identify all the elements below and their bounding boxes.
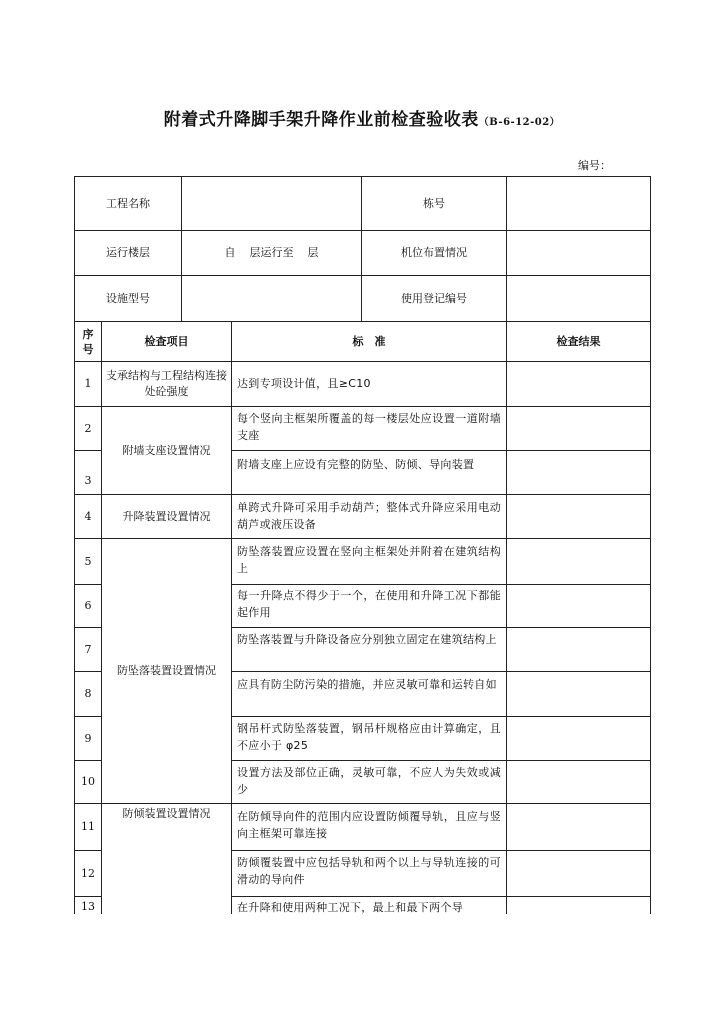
equipment-model-field[interactable] bbox=[182, 276, 361, 321]
standard-text: 单跨式升降可采用手动葫芦；整体式升降应采用电动葫芦或液压设备 bbox=[237, 501, 501, 531]
row-no: 4 bbox=[84, 509, 92, 523]
group-wall-support: 附墙支座设置情况 bbox=[122, 443, 211, 457]
result-cell[interactable] bbox=[507, 851, 650, 896]
floors-field[interactable] bbox=[182, 231, 361, 275]
row-no: 1 bbox=[84, 377, 92, 390]
standard-text: 在升降和使用两种工况下，最上和最下两个导 bbox=[237, 901, 463, 914]
header-item: 检查项目 bbox=[144, 334, 189, 348]
header-result: 检查结果 bbox=[556, 334, 601, 348]
standard-text: 防坠落装置应设置在竖向主框架处并附着在建筑结构上 bbox=[237, 545, 501, 575]
result-cell[interactable] bbox=[507, 672, 650, 716]
group-anti-tilt-device: 防倾装置设置情况 bbox=[122, 807, 211, 820]
result-cell[interactable] bbox=[507, 761, 650, 803]
floors-from: 自 bbox=[224, 246, 236, 259]
building-no-label: 栋号 bbox=[423, 196, 445, 210]
floors-end: 层 bbox=[307, 246, 319, 259]
row-no: 5 bbox=[84, 554, 92, 568]
row-no: 9 bbox=[84, 731, 92, 745]
group-support-strength: 支承结构与工程结构连接处砼强度 bbox=[106, 369, 227, 398]
registration-no-field[interactable] bbox=[507, 276, 650, 321]
result-cell[interactable] bbox=[507, 495, 650, 538]
result-cell[interactable] bbox=[507, 407, 650, 450]
equipment-model-label: 设施型号 bbox=[106, 291, 150, 305]
registration-no-label: 使用登记编号 bbox=[401, 291, 467, 305]
project-name-label: 工程名称 bbox=[106, 196, 150, 210]
row-no: 8 bbox=[84, 687, 92, 700]
header-standard: 标 准 bbox=[352, 334, 386, 348]
result-cell[interactable] bbox=[507, 717, 650, 760]
title-text: 附着式升降脚手架升降作业前检查验收表 bbox=[163, 110, 479, 130]
page-title bbox=[0, 105, 724, 130]
serial-number-label: 编号： bbox=[578, 159, 611, 172]
header-no: 序号 bbox=[82, 327, 94, 356]
row-no: 11 bbox=[81, 820, 95, 833]
project-name-field[interactable] bbox=[182, 177, 361, 230]
standard-text: 每个竖向主框架所覆盖的每一楼层处应设置一道附墙支座 bbox=[237, 412, 501, 442]
standard-text: 达到专项设计值，且≥C10 bbox=[237, 377, 371, 390]
row-no: 2 bbox=[84, 421, 92, 435]
group-lifting-device: 升降装置设置情况 bbox=[122, 509, 211, 523]
standard-text: 在防倾导向件的范围内应设置防倾覆导轨，且应与竖向主框架可靠连接 bbox=[237, 810, 501, 840]
table-border-right bbox=[650, 176, 651, 914]
result-cell[interactable] bbox=[507, 628, 650, 671]
group-anti-fall-device: 防坠落装置设置情况 bbox=[117, 664, 216, 677]
standard-text: 防坠落装置与升降设备应分别独立固定在建筑结构上 bbox=[237, 633, 497, 646]
building-no-field[interactable] bbox=[507, 177, 650, 230]
result-cell[interactable] bbox=[507, 897, 650, 914]
row-no: 3 bbox=[84, 473, 92, 487]
col-divider bbox=[101, 321, 102, 914]
row-no: 13 bbox=[81, 900, 95, 913]
standard-text: 设置方法及部位正确，灵敏可靠，不应人为失效或减少 bbox=[237, 766, 501, 796]
result-cell[interactable] bbox=[507, 804, 650, 850]
standard-text: 附墙支座上应设有完整的防坠、防倾、导向装置 bbox=[237, 458, 475, 471]
machine-layout-label: 机位布置情况 bbox=[401, 246, 467, 259]
row-no: 7 bbox=[84, 642, 92, 656]
result-cell[interactable] bbox=[507, 585, 650, 627]
standard-text: 每一升降点不得少于一个，在使用和升降工况下都能起作用 bbox=[237, 589, 501, 619]
machine-layout-field[interactable] bbox=[507, 231, 650, 275]
col-divider bbox=[231, 321, 232, 914]
floors-mid: 层运行至 bbox=[249, 246, 294, 259]
row-no: 6 bbox=[84, 599, 92, 612]
floors-label: 运行楼层 bbox=[106, 246, 150, 259]
row-no: 12 bbox=[81, 866, 95, 880]
result-cell[interactable] bbox=[507, 362, 650, 406]
result-cell[interactable] bbox=[507, 451, 650, 494]
standard-text: 应具有防尘防污染的措施，并应灵敏可靠和运转自如 bbox=[237, 678, 497, 691]
form-code: （B-6-12-02） bbox=[478, 117, 561, 128]
result-cell[interactable] bbox=[507, 539, 650, 584]
row-no: 10 bbox=[81, 775, 95, 788]
standard-text: 钢吊杆式防坠落装置，钢吊杆规格应由计算确定，且不应小于 φ25 bbox=[237, 722, 501, 752]
standard-text: 防倾覆装置中应包括导轨和两个以上与导轨连接的可滑动的导向件 bbox=[237, 856, 501, 886]
